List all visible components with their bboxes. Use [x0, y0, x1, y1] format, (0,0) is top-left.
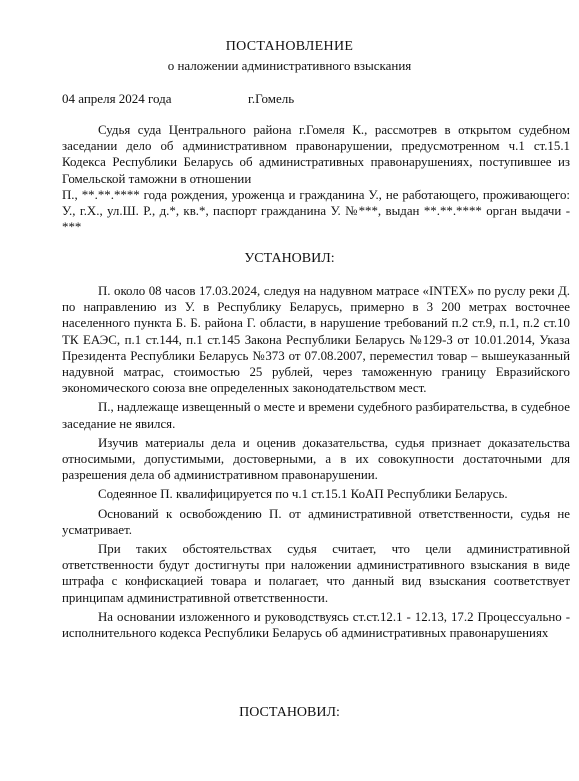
dateline — [62, 91, 295, 107]
document-title: ПОСТАНОВЛЕНИЕ — [225, 39, 354, 54]
intro-block — [62, 122, 570, 235]
paragraph: Содеянное П. квалифицируется по ч.1 ст.15.1 КоАП Республики Беларусь. — [98, 487, 508, 502]
document-city: г.Гомель — [248, 91, 295, 106]
paragraph: Изучив материалы дела и оценив доказательства, судья признает доказательства относимыми, допустимыми, достоверными, а в их совокупности достаточными для разрешения дела об административном правонарушении. — [62, 435, 570, 483]
paragraph: П. около 08 часов 17.03.2024, следуя на надувном матрасе «INTEX» по руслу реки Д. по направлению из У. в Республику Беларусь, примерно в 3 200 метрах восточнее населенного пункта Б. Б. района Г. области, в нарушение требований п.2 ст.9, п.1, п.2 ст.10 ТК ЕАЭС, п.1 ст.144, п.1 ст.145 Закона Республики Беларусь №129-З от 10.01.2014, Указа Президента Республики Беларусь №373 от 07.08.2007, переместил товар – вышеуказанный надувной матрас, стоимостью 25 рублей, через таможенную границу Евразийского экономического союза вне определенных законодательством мест. — [62, 284, 570, 396]
paragraph: При таких обстоятельствах судья считает, что цели административной ответственности будут достигнуты при наложении административного взыскания в виде штрафа с конфискацией товара и полагает, что данный вид взыскания соответствует принципам административной ответственности. — [62, 542, 570, 605]
established-block — [62, 283, 570, 641]
paragraph: Оснований к освобождению П. от административной ответственности, судья не усматривает. — [62, 506, 570, 537]
paragraph: На основании изложенного и руководствуясь ст.ст.12.1 - 12.13, 17.2 Процессуально - исполнительного кодекса Республики Беларусь об административных правонарушениях — [62, 609, 570, 641]
document-subtitle: о наложении административного взыскания — [167, 58, 412, 73]
person-paragraph: П., **.**.**** года рождения, уроженца и гражданина У., не работающего, проживающего: У., г.Х., ул.Ш. Р., д.*, кв.*, паспорт гражданина У. №***, выдан **.**.**** орган выдачи - *** — [62, 187, 570, 235]
paragraph: П., надлежаще извещенный о месте и времени судебного разбирательства, в судебное заседание не явился. — [62, 400, 570, 431]
section-decided-heading: ПОСТАНОВИЛ: — [239, 705, 340, 720]
document-date: 04 апреля 2024 года — [62, 91, 172, 106]
intro-paragraph: Судья суда Центрального района г.Гомеля К., рассмотрев в открытом судебном заседании дело об административном правонарушении, предусмотренном ч.1 ст.15.1 Кодекса Республики Беларусь об административных правонарушениях, поступившее из Гомельской таможни в отношении — [62, 123, 570, 186]
section-established-heading: УСТАНОВИЛ: — [244, 251, 335, 266]
